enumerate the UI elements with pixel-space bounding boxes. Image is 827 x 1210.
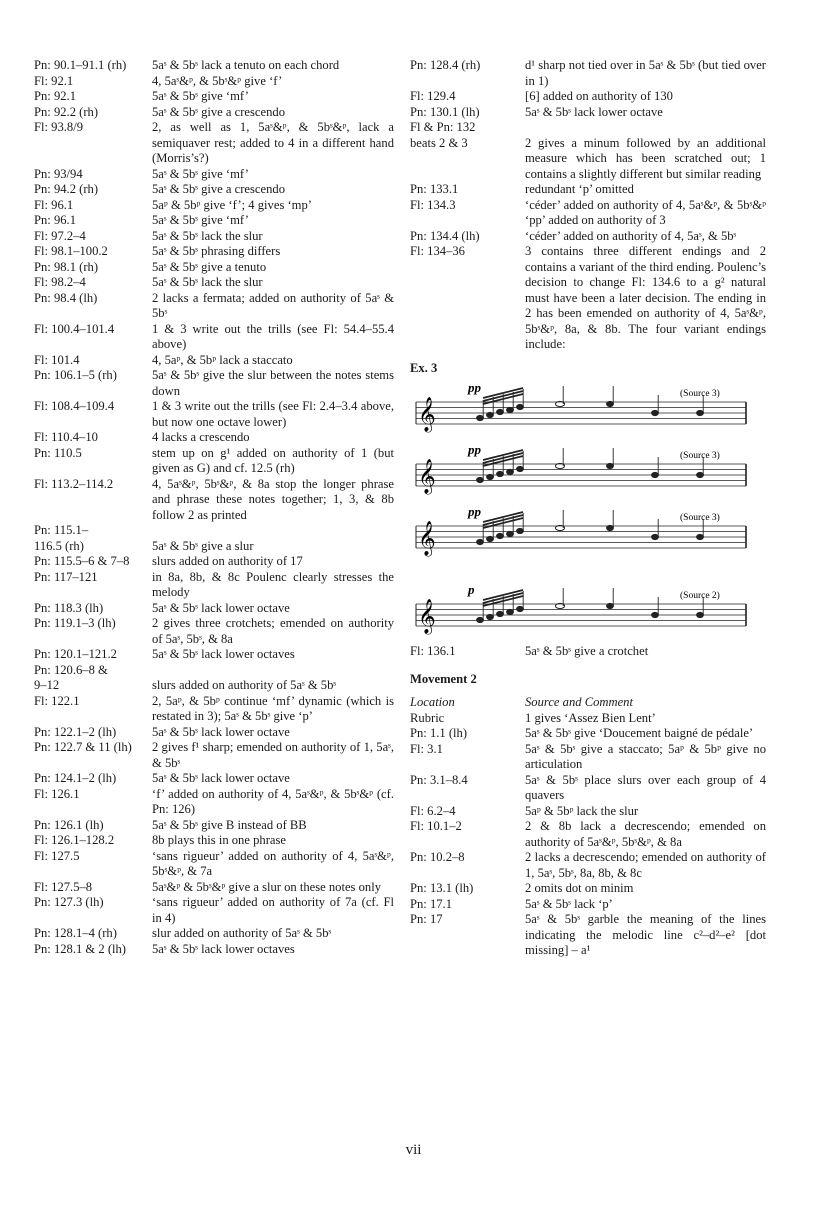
note-head (507, 407, 514, 412)
entry-location: Pn: 92.2 (rh) (34, 104, 99, 119)
note-head (497, 471, 504, 476)
note-head (487, 614, 494, 619)
entry-row (34, 694, 394, 725)
entry-location: Pn: 127.3 (lh) (34, 895, 104, 909)
entry-location: Fl: 136.1 (410, 644, 456, 658)
music-staff (410, 442, 750, 498)
left-column (34, 58, 394, 957)
source-label: (Source 3) (680, 451, 720, 461)
source-label: (Source 2) (680, 591, 720, 601)
entry-row (410, 881, 766, 897)
entry-row (34, 399, 394, 430)
entry-comment: ‘céder’ added on authority of 4, 5aˢ, & 5bˢ (525, 228, 737, 243)
note-head (507, 469, 514, 474)
source-label: (Source 3) (680, 389, 720, 399)
entry-comment: 5aˢ & 5bˢ give a crescendo (152, 104, 285, 119)
entry-comment: 5aˢ & 5bˢ phrasing differs (152, 244, 281, 258)
entry-location: Fl: 100.4–101.4 (34, 321, 115, 336)
note-head (507, 531, 514, 536)
entry-comment: 1 & 3 write out the trills (see Fl: 2.4–3.4 above, but now one octave lower) (152, 399, 394, 429)
entry-row (34, 430, 394, 446)
entry-row (34, 740, 394, 771)
entry-location: Fl: 98.2–4 (34, 275, 86, 289)
entry-row (34, 244, 394, 260)
entry-comment: 5aˢ & 5bˢ give ‘mf’ (152, 213, 249, 227)
treble-clef-icon: 𝄞 (418, 398, 436, 431)
note-head (517, 404, 524, 409)
entry-row (34, 353, 394, 369)
entry-row (34, 942, 394, 958)
entry-location: Pn: 128.1 & 2 (lh) (34, 941, 127, 956)
entry-location: Pn: 120.1–121.2 (34, 647, 117, 661)
entry-comment: 2 & 8b lack a decrescendo; emended on authority of 5aˢ&ᵖ, 5bˢ&ᵖ, & 8a (525, 819, 766, 849)
entry-location: Pn: 92.1 (34, 89, 76, 103)
entry-row (34, 570, 394, 601)
entry-location: Pn: 122.1–2 (lh) (34, 724, 117, 739)
entry-location: Pn: 117–121 (34, 569, 98, 584)
entry-row (34, 849, 394, 880)
entry-row (410, 711, 766, 727)
entry-location: Pn: 94.2 (rh) (34, 182, 99, 196)
entry-comment: 4, 5aˢ&ᵖ, 5bˢ&ᵖ, & 8a stop the longer phrase and phrase these notes together; 1, 3, & 8b follow 2 as printed (152, 476, 394, 522)
note-head (697, 612, 704, 617)
music-example (410, 380, 766, 638)
entry-location: Pn: 10.2–8 (410, 850, 465, 864)
entry-location: Fl: 97.2–4 (34, 228, 86, 243)
entry-row (34, 880, 394, 896)
entry-comment: 5aˢ & 5bˢ give the slur between the notes stems down (152, 368, 394, 398)
entry-row (410, 229, 766, 245)
entry-location: Pn: 133.1 (410, 182, 459, 196)
entry-location: Pn: 115.5–6 & 7–8 (34, 554, 130, 568)
entry-comment: 5aˢ & 5bˢ give a tenuto (152, 259, 267, 274)
entry-location: Fl: 134.3 (410, 197, 456, 212)
entry-location: Fl: 126.1–128.2 (34, 833, 115, 847)
entry-row (34, 523, 394, 554)
entry-row (410, 819, 766, 850)
entry-location: Pn: 130.1 (lh) (410, 104, 480, 119)
note-head (652, 534, 659, 539)
entry-comment: 4 lacks a crescendo (152, 430, 250, 444)
entry-row (34, 787, 394, 818)
entry-comment: 5aˢ & 5bˢ give a slur (152, 538, 254, 553)
entry-location: Fl: 127.5–8 (34, 879, 93, 894)
entry-row (34, 833, 394, 849)
entry-location: Pn: 110.5 (34, 445, 82, 460)
entry-comment: 5aˢ & 5bˢ lack lower octave (152, 600, 290, 615)
entry-row (34, 74, 394, 90)
treble-clef-icon: 𝄞 (418, 600, 436, 633)
entry-comment: 5aᵖ & 5bᵖ give ‘f’; 4 gives ‘mp’ (152, 197, 312, 212)
entry-location: Pn: 119.1–3 (lh) (34, 616, 116, 630)
entry-comment: slurs added on authority of 5aˢ & 5bˢ (152, 678, 337, 692)
entry-row (34, 647, 394, 663)
entry-row (410, 182, 766, 198)
entry-row (34, 213, 394, 229)
entry-row (34, 167, 394, 183)
entry-row (34, 105, 394, 121)
entry-row (34, 895, 394, 926)
note-head (652, 472, 659, 477)
note-head (507, 609, 514, 614)
entry-comment: 5aˢ & 5bˢ lack lower octaves (152, 941, 295, 956)
entry-row (34, 725, 394, 741)
entry-comment: 5aˢ & 5bˢ lack lower octave (152, 724, 290, 739)
entry-row (410, 726, 766, 742)
entry-row (410, 120, 766, 182)
entry-row (410, 742, 766, 773)
entry-comment: 5aˢ & 5bˢ lack lower octave (525, 104, 663, 119)
note-head (607, 463, 614, 468)
entry-row (410, 244, 766, 353)
entry-location: Pn: 96.1 (34, 213, 76, 227)
entry-comment: d¹ sharp not tied over in 5aˢ & 5bˢ (but tied over in 1) (525, 58, 766, 88)
note-head (517, 466, 524, 471)
entry-comment: 4, 5aˢ&ᵖ, & 5bˢ&ᵖ give ‘f’ (152, 73, 283, 88)
movement-entries (410, 711, 766, 959)
entry-comment: 5aˢ&ᵖ & 5bˢ&ᵖ give a slur on these notes only (152, 879, 381, 894)
music-staff (410, 380, 750, 436)
entry-comment: 2 omits dot on minim (525, 881, 634, 895)
music-staff (410, 504, 750, 560)
dynamic-marking: p (468, 582, 475, 597)
note-head (477, 415, 484, 420)
note-head (487, 474, 494, 479)
column-heading-comment: Source and Comment (525, 695, 633, 709)
entry-location: Pn: 90.1–91.1 (rh) (34, 58, 127, 72)
note-head (697, 410, 704, 415)
entry-row (34, 198, 394, 214)
entry-location: Fl: 101.4 (34, 352, 80, 367)
entry-location: Pn: 93/94 (34, 166, 83, 181)
music-staff (410, 582, 750, 638)
entry-location: Fl: 129.4 (410, 89, 456, 103)
entry-location: Pn: 118.3 (lh) (34, 600, 104, 615)
column-heading-location: Location (410, 695, 455, 709)
entry-row (410, 105, 766, 121)
entry-row (410, 850, 766, 881)
entry-comment: 5aˢ & 5bˢ garble the meaning of the lines indicating the melodic line c²–d²–e² [dot missing] – a¹ (525, 912, 766, 957)
entry-location: Pn: 17 (410, 912, 443, 926)
treble-clef-icon: 𝄞 (418, 460, 436, 493)
entry-row (34, 771, 394, 787)
page-number: vii (405, 1142, 422, 1158)
entry-comment: 1 & 3 write out the trills (see Fl: 54.4–55.4 above) (152, 321, 394, 351)
entry-row (410, 644, 766, 660)
movement-heading: Movement 2 (410, 671, 477, 686)
entry-comment: 5aˢ & 5bˢ place slurs over each group of 4 quavers (525, 772, 766, 802)
entry-comment: 2 lacks a fermata; added on authority of 5aˢ & 5bˢ (152, 290, 394, 320)
note-head (487, 536, 494, 541)
note-head (497, 409, 504, 414)
entry-location: Fl: 126.1 (34, 786, 80, 801)
entry-row (34, 616, 394, 647)
entry-location: Rubric (410, 710, 445, 725)
entry-row (34, 477, 394, 524)
entry-comment: 5aᵖ & 5bᵖ lack the slur (525, 803, 639, 818)
entry-location: Pn: 1.1 (lh) (410, 726, 468, 740)
entry-location: Fl: 127.5 (34, 848, 80, 863)
entry-comment: 5aˢ & 5bˢ lack ‘p’ (525, 896, 613, 911)
entry-location: Fl: 6.2–4 (410, 803, 456, 818)
entry-comment: ‘céder’ added on authority of 4, 5aˢ&ᵖ, & 5bˢ&ᵖ ‘pp’ added on authority of 3 (525, 197, 766, 227)
entry-row (34, 275, 394, 291)
entry-row (34, 229, 394, 245)
entry-location: Pn: 126.1 (lh) (34, 817, 104, 832)
entry-row (34, 601, 394, 617)
entry-comment: 5aˢ & 5bˢ lack lower octaves (152, 647, 295, 661)
entry-comment: 5aˢ & 5bˢ give a crotchet (525, 644, 649, 658)
column-headings (410, 695, 766, 711)
entry-comment: 2 gives a minum followed by an additional measure which has been scratched out; 1 contains a slightly different but similar reading (525, 135, 766, 181)
entry-comment: slurs added on authority of 17 (152, 554, 303, 568)
entry-location: Fl: 92.1 (34, 73, 74, 88)
entry-row (410, 198, 766, 229)
entry-location: Fl: 113.2–114.2 (34, 476, 114, 491)
entry-comment: 2 lacks a decrescendo; emended on authority of 1, 5aˢ, 5bˢ, 8a, 8b, & 8c (525, 850, 766, 880)
entry-location: Fl: 3.1 (410, 741, 443, 756)
entry-location: Fl: 10.1–2 (410, 819, 462, 833)
treble-clef-icon: 𝄞 (418, 522, 436, 555)
note-head (517, 606, 524, 611)
note-head (517, 528, 524, 533)
dynamic-marking: pp (468, 504, 481, 519)
entry-comment: 2, as well as 1, 5aˢ&ᵖ, & 5bˢ&ᵖ, lack a semiquaver rest; added to 4 in a different hand (Morris’s?) (152, 120, 394, 165)
entry-row (34, 926, 394, 942)
entry-location: Pn: 122.7 & 11 (lh) (34, 740, 132, 754)
entry-row (410, 58, 766, 89)
entry-comment: 5aˢ & 5bˢ lack lower octave (152, 771, 290, 785)
entry-row (34, 182, 394, 198)
note-head (607, 525, 614, 530)
entry-row (34, 368, 394, 399)
entry-row (34, 818, 394, 834)
entry-comment: 5aˢ & 5bˢ lack the slur (152, 275, 263, 289)
entry-comment: 1 gives ‘Assez Bien Lent’ (525, 710, 656, 725)
note-head (477, 539, 484, 544)
entry-comment: ‘sans rigueur’ added on authority of 7a (cf. Fl in 4) (152, 895, 394, 925)
entry-row (34, 120, 394, 167)
entry-row (34, 58, 394, 74)
entry-location: Pn: 120.6–8 & 9–12 (34, 662, 108, 692)
entry-comment: 5aˢ & 5bˢ give B instead of BB (152, 817, 307, 832)
entry-location: Pn: 128.1–4 (rh) (34, 926, 117, 940)
entry-location: Pn: 3.1–8.4 (410, 772, 468, 787)
entry-comment: 2, 5aᵖ, & 5bᵖ continue ‘mf’ dynamic (which is restated in 3); 5aˢ & 5bˢ give ‘p’ (152, 693, 394, 723)
entry-location: Fl: 93.8/9 (34, 120, 83, 134)
entry-comment: 5aˢ & 5bˢ give ‘mf’ (152, 89, 249, 103)
dynamic-marking: pp (468, 380, 481, 395)
entry-comment: [6] added on authority of 130 (525, 89, 673, 103)
entry-location: Pn: 128.4 (rh) (410, 58, 481, 72)
entry-row (34, 322, 394, 353)
entry-location: Pn: 134.4 (lh) (410, 228, 480, 243)
note-head (652, 612, 659, 617)
example-title: Ex. 3 (410, 360, 438, 375)
entry-comment: stem up on g¹ added on authority of 1 (but given as G) and cf. 12.5 (rh) (152, 445, 394, 475)
entry-comment: 4, 5aᵖ, & 5bᵖ lack a staccato (152, 352, 293, 367)
entry-location: Fl: 108.4–109.4 (34, 399, 115, 413)
entry-location: Fl: 96.1 (34, 197, 74, 212)
entry-location: Pn: 17.1 (410, 896, 452, 911)
dynamic-marking: pp (468, 442, 481, 457)
note-head (487, 412, 494, 417)
entry-comment: 5aˢ & 5bˢ give a staccato; 5aᵖ & 5bᵖ give no articulation (525, 741, 766, 771)
entry-comment: 8b plays this in one phrase (152, 833, 286, 847)
entry-row (34, 554, 394, 570)
entry-row (410, 89, 766, 105)
note-head (497, 611, 504, 616)
entry-location: Pn: 115.1– 116.5 (rh) (34, 523, 89, 553)
entry-location: Fl: 110.4–10 (34, 430, 98, 444)
note-head (697, 472, 704, 477)
entry-location: Pn: 124.1–2 (lh) (34, 771, 117, 785)
entry-location: Fl & Pn: 132 beats 2 & 3 (410, 120, 476, 150)
right-entries (410, 58, 766, 353)
entry-comment: 2 gives f¹ sharp; emended on authority of 1, 5aˢ, & 5bˢ (152, 740, 394, 770)
right-column (410, 58, 766, 959)
entry-row (34, 260, 394, 276)
entry-row (410, 804, 766, 820)
note-head (477, 477, 484, 482)
entry-comment: redundant ‘p’ omitted (525, 182, 634, 196)
entry-row (34, 663, 394, 694)
note-head (697, 534, 704, 539)
note-head (607, 603, 614, 608)
entry-location: Fl: 122.1 (34, 693, 80, 708)
entry-location: Pn: 98.1 (rh) (34, 259, 99, 274)
entry-location: Pn: 106.1–5 (rh) (34, 368, 117, 382)
entry-location: Pn: 98.4 (lh) (34, 290, 98, 305)
entry-row (410, 897, 766, 913)
entry-comment: ‘f’ added on authority of 4, 5aˢ&ᵖ, & 5bˢ&ᵖ (cf. Pn: 126) (152, 786, 394, 816)
entry-location: Pn: 13.1 (lh) (410, 881, 474, 895)
entry-row (34, 446, 394, 477)
entry-location: Fl: 134–36 (410, 244, 465, 258)
note-head (607, 401, 614, 406)
note-head (652, 410, 659, 415)
entry-comment: 5aˢ & 5bˢ give ‘mf’ (152, 166, 249, 181)
entry-comment: 2 gives three crotchets; emended on authority of 5aˢ, 5bˢ, & 8a (152, 616, 394, 646)
entry-comment: 5aˢ & 5bˢ give a crescendo (152, 182, 285, 196)
entry-row (410, 912, 766, 959)
entry-row (34, 89, 394, 105)
entry-comment: 3 contains three different endings and 2 contains a variant of the third ending. Poulenc’s decision to change Fl: 134.6 to a g² natural must have been a later decision. The ending in 2 has been emended on authority of 4, 5aˢ&ᵖ, 5bˢ&ᵖ, 8a, & 8b. The four variant endings include: (525, 244, 766, 351)
entry-comment: 5aˢ & 5bˢ lack the slur (152, 228, 263, 243)
entry-comment: in 8a, 8b, & 8c Poulenc clearly stresses the melody (152, 569, 394, 599)
entry-comment: slur added on authority of 5aˢ & 5bˢ (152, 926, 332, 940)
entry-row (410, 773, 766, 804)
source-label: (Source 3) (680, 513, 720, 523)
entry-comment: ‘sans rigueur’ added on authority of 4, 5aˢ&ᵖ, 5bˢ&ᵖ, & 7a (152, 848, 394, 878)
entry-row (34, 291, 394, 322)
entry-location: Fl: 98.1–100.2 (34, 244, 108, 258)
note-head (497, 533, 504, 538)
note-head (477, 617, 484, 622)
entry-comment: 5aˢ & 5bˢ lack a tenuto on each chord (152, 58, 340, 72)
entry-comment: 5aˢ & 5bˢ give ‘Doucement baigné de pédale’ (525, 726, 754, 740)
